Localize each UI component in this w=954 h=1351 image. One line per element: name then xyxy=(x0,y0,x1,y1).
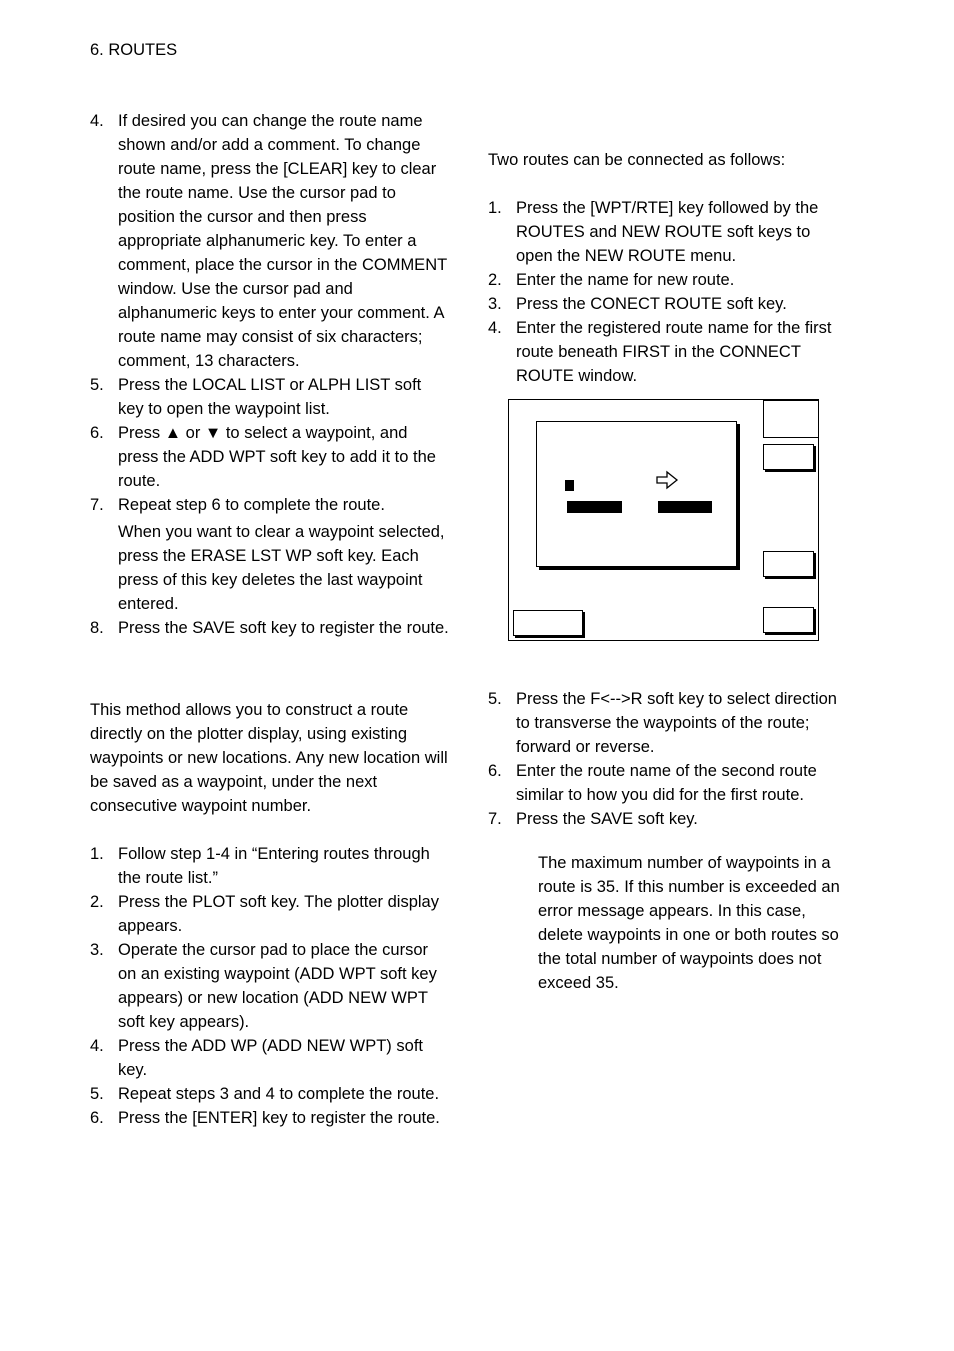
step-number: 7. xyxy=(90,496,104,514)
soft-key-3[interactable] xyxy=(763,551,814,577)
list-item xyxy=(90,1106,450,1130)
step-text: Enter the name for new route. xyxy=(516,271,735,289)
plotter-method-intro: This method allows you to construct a route directly on the plotter display, using existing waypoints or new locations. Any new location will be saved as a waypoint, under the next consecutive waypoint number. xyxy=(90,701,448,815)
list-item xyxy=(90,842,450,890)
soft-key-2[interactable] xyxy=(763,444,814,470)
step-text: Press the SAVE soft key. xyxy=(516,810,698,828)
step-text: Repeat step 6 to complete the route. xyxy=(118,496,385,514)
list-item xyxy=(90,373,450,421)
connect-steps xyxy=(488,196,848,388)
step-text: Operate the cursor pad to place the cursor on an existing waypoint (ADD WPT soft key appears) or new location (ADD NEW WPT soft key appears). xyxy=(118,941,437,1031)
plotter-steps xyxy=(90,842,450,1130)
connect-route-screen-figure xyxy=(508,399,819,641)
step-number: 5. xyxy=(90,376,104,394)
cursor-block xyxy=(565,480,574,491)
step-text: Press the ADD WP (ADD NEW WPT) soft key. xyxy=(118,1037,423,1079)
list-item xyxy=(90,616,450,640)
left-column xyxy=(90,109,450,1130)
step-text: Press ▲ or ▼ to select a waypoint, and press the ADD WPT soft key to add it to the route. xyxy=(118,424,436,490)
step-number: 4. xyxy=(90,112,104,130)
step-number: 2. xyxy=(90,893,104,911)
route-list-steps-end xyxy=(90,616,450,640)
step-text: Press the PLOT soft key. The plotter display appears. xyxy=(118,893,439,935)
step-text: Follow step 1-4 in “Entering routes through the route list.” xyxy=(118,845,430,887)
list-item xyxy=(90,890,450,938)
step-number: 6. xyxy=(90,1109,104,1127)
step-text: Enter the registered route name for the first route beneath FIRST in the CONNECT ROUTE window. xyxy=(516,319,832,385)
step-number: 4. xyxy=(488,319,502,337)
step-number: 2. xyxy=(488,271,502,289)
step-number: 8. xyxy=(90,619,104,637)
step-number: 1. xyxy=(90,845,104,863)
soft-key-1[interactable] xyxy=(763,400,819,438)
list-item xyxy=(488,316,848,388)
list-item xyxy=(90,1082,450,1106)
step-number: 6. xyxy=(90,424,104,442)
list-item xyxy=(90,1034,450,1082)
list-item xyxy=(90,938,450,1034)
step-number: 3. xyxy=(90,941,104,959)
connect-steps-continued xyxy=(488,687,848,831)
step-text: Press the CONECT ROUTE soft key. xyxy=(516,295,787,313)
step-text: Press the [WPT/RTE] key followed by the ROUTES and NEW ROUTE soft keys to open the NEW ROUTE menu. xyxy=(516,199,819,265)
step-number: 7. xyxy=(488,810,502,828)
list-item xyxy=(90,421,450,493)
step-number: 3. xyxy=(488,295,502,313)
running-header: 6. ROUTES xyxy=(90,41,178,59)
step-7-continuation: When you want to clear a waypoint selected, press the ERASE LST WP soft key. Each press of this key deletes the last waypoint entered. xyxy=(118,523,445,613)
list-item xyxy=(488,268,848,292)
list-item xyxy=(90,109,450,373)
step-number: 6. xyxy=(488,762,502,780)
list-item xyxy=(488,196,848,268)
note-text: The maximum number of waypoints in a route is 35. If this number is exceeded an error message appears. In this case, delete waypoints in one or both routes so the total number of waypoints does not exceed 35. xyxy=(538,854,840,992)
step-text: Press the SAVE soft key to register the route. xyxy=(118,619,449,637)
step-text: If desired you can change the route name shown and/or add a comment. To change route name, press the [CLEAR] key to clear the route name. Use the cursor pad to position the cursor and then press appropriate alphanumeric key. To enter a comment, place the cursor in the COMMENT window. Use the cursor pad and alphanumeric keys to enter your comment. A route name may consist of six characters; comment, 13 characters. xyxy=(118,112,447,370)
soft-key-bottom-left[interactable] xyxy=(513,610,583,636)
soft-key-4[interactable] xyxy=(763,607,814,633)
route-list-steps xyxy=(90,109,450,517)
step-text: Enter the route name of the second route similar to how you did for the first route. xyxy=(516,762,817,804)
list-item xyxy=(488,687,848,759)
step-text: Repeat steps 3 and 4 to complete the route. xyxy=(118,1085,440,1103)
step-number: 1. xyxy=(488,199,502,217)
step-number: 5. xyxy=(488,690,502,708)
step-number: 5. xyxy=(90,1085,104,1103)
hollow-right-arrow-icon xyxy=(655,470,679,490)
step-text: Press the F<-->R soft key to select direction to transverse the waypoints of the route; forward or reverse. xyxy=(516,690,837,756)
list-item xyxy=(90,493,450,517)
second-route-name-field xyxy=(658,501,712,513)
first-route-name-field xyxy=(567,501,622,513)
connect-route-window xyxy=(536,421,737,567)
list-item xyxy=(488,759,848,807)
list-item xyxy=(488,807,848,831)
connect-routes-intro: Two routes can be connected as follows: xyxy=(488,151,786,169)
step-number: 4. xyxy=(90,1037,104,1055)
step-text: Press the [ENTER] key to register the route. xyxy=(118,1109,440,1127)
step-text: Press the LOCAL LIST or ALPH LIST soft key to open the waypoint list. xyxy=(118,376,422,418)
list-item xyxy=(488,292,848,316)
